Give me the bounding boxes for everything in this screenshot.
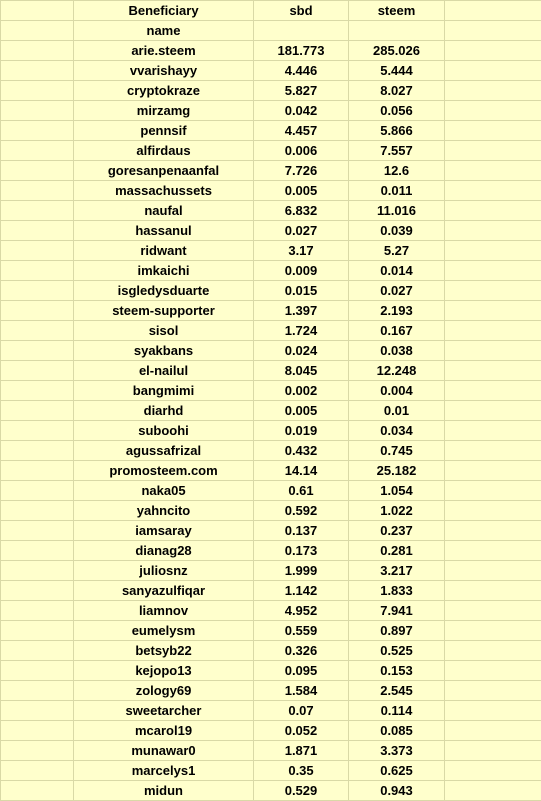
cell-blank[interactable] xyxy=(445,761,541,781)
steem-cell[interactable]: 3.217 xyxy=(349,561,445,581)
sbd-cell[interactable]: 0.529 xyxy=(254,781,349,801)
table-body xyxy=(1,1,541,801)
beneficiary-name-cell[interactable]: sweetarcher xyxy=(74,701,254,721)
beneficiary-name-cell[interactable]: marcelys1 xyxy=(74,761,254,781)
table-row xyxy=(1,401,541,421)
beneficiary-name-cell[interactable]: bangmimi xyxy=(74,381,254,401)
cell-blank[interactable] xyxy=(1,341,74,361)
table-row xyxy=(1,421,541,441)
beneficiary-name-cell[interactable]: syakbans xyxy=(74,341,254,361)
cell-blank[interactable] xyxy=(1,281,74,301)
sbd-cell[interactable]: 4.446 xyxy=(254,61,349,81)
cell-blank[interactable] xyxy=(1,621,74,641)
cell-blank[interactable] xyxy=(445,181,541,201)
table-row xyxy=(1,321,541,341)
sbd-cell[interactable]: 0.019 xyxy=(254,421,349,441)
steem-cell[interactable]: 0.114 xyxy=(349,701,445,721)
beneficiary-name-cell[interactable]: liamnov xyxy=(74,601,254,621)
steem-cell[interactable]: 7.557 xyxy=(349,141,445,161)
cell-blank[interactable] xyxy=(1,541,74,561)
sbd-cell[interactable]: 0.592 xyxy=(254,501,349,521)
cell-blank[interactable] xyxy=(1,101,74,121)
cell-blank[interactable] xyxy=(445,481,541,501)
sbd-cell[interactable]: 0.042 xyxy=(254,101,349,121)
cell-blank[interactable] xyxy=(445,21,541,41)
beneficiary-name-cell[interactable]: betsyb22 xyxy=(74,641,254,661)
steem-cell[interactable]: 25.182 xyxy=(349,461,445,481)
cell-blank[interactable] xyxy=(445,541,541,561)
beneficiary-name-cell[interactable]: isgledysduarte xyxy=(74,281,254,301)
cell-blank[interactable] xyxy=(445,521,541,541)
beneficiary-name-cell[interactable]: munawar0 xyxy=(74,741,254,761)
beneficiary-name-cell[interactable]: diarhd xyxy=(74,401,254,421)
beneficiary-name-cell[interactable]: mcarol19 xyxy=(74,721,254,741)
steem-cell[interactable]: 3.373 xyxy=(349,741,445,761)
beneficiary-name-cell[interactable]: suboohi xyxy=(74,421,254,441)
header-row xyxy=(1,1,541,21)
beneficiary-name-cell[interactable]: el-nailul xyxy=(74,361,254,381)
table-row xyxy=(1,681,541,701)
beneficiary-name-cell[interactable]: yahncito xyxy=(74,501,254,521)
sbd-cell[interactable]: 0.052 xyxy=(254,721,349,741)
cell-blank[interactable] xyxy=(445,681,541,701)
cell-blank[interactable] xyxy=(1,181,74,201)
cell-blank[interactable] xyxy=(1,141,74,161)
beneficiary-name-cell[interactable]: hassanul xyxy=(74,221,254,241)
sbd-cell[interactable]: 0.326 xyxy=(254,641,349,661)
beneficiary-name-cell[interactable]: zology69 xyxy=(74,681,254,701)
cell-blank[interactable] xyxy=(445,201,541,221)
cell-blank[interactable] xyxy=(445,61,541,81)
sbd-cell[interactable]: 0.005 xyxy=(254,181,349,201)
steem-cell[interactable]: 0.525 xyxy=(349,641,445,661)
cell-blank[interactable] xyxy=(349,21,445,41)
steem-cell[interactable]: 1.022 xyxy=(349,501,445,521)
sbd-cell[interactable]: 0.015 xyxy=(254,281,349,301)
cell-blank[interactable] xyxy=(1,121,74,141)
steem-cell[interactable]: 0.038 xyxy=(349,341,445,361)
cell-blank[interactable] xyxy=(1,481,74,501)
table-row xyxy=(1,241,541,261)
steem-cell[interactable]: 0.034 xyxy=(349,421,445,441)
cell-blank[interactable] xyxy=(1,761,74,781)
table-row xyxy=(1,181,541,201)
sbd-cell[interactable]: 0.005 xyxy=(254,401,349,421)
beneficiary-name-cell[interactable]: juliosnz xyxy=(74,561,254,581)
beneficiary-name-cell[interactable]: imkaichi xyxy=(74,261,254,281)
table-row xyxy=(1,261,541,281)
cell-blank[interactable] xyxy=(445,141,541,161)
header-sbd[interactable]: sbd xyxy=(254,1,349,21)
beneficiary-name-cell[interactable]: dianag28 xyxy=(74,541,254,561)
table-row xyxy=(1,61,541,81)
sbd-cell[interactable]: 1.584 xyxy=(254,681,349,701)
beneficiary-name-cell[interactable]: steem-supporter xyxy=(74,301,254,321)
cell-blank[interactable] xyxy=(445,361,541,381)
cell-blank[interactable] xyxy=(445,161,541,181)
sbd-cell[interactable]: 181.773 xyxy=(254,41,349,61)
sbd-cell[interactable]: 1.871 xyxy=(254,741,349,761)
cell-blank[interactable] xyxy=(445,121,541,141)
cell-blank[interactable] xyxy=(445,261,541,281)
steem-cell[interactable]: 0.014 xyxy=(349,261,445,281)
steem-cell[interactable]: 0.027 xyxy=(349,281,445,301)
beneficiary-name-cell[interactable]: eumelysm xyxy=(74,621,254,641)
steem-cell[interactable]: 2.193 xyxy=(349,301,445,321)
sbd-cell[interactable]: 14.14 xyxy=(254,461,349,481)
table-row xyxy=(1,541,541,561)
cell-blank[interactable] xyxy=(1,501,74,521)
table-row xyxy=(1,161,541,181)
beneficiary-name-cell[interactable]: goresanpenaanfal xyxy=(74,161,254,181)
cell-blank[interactable] xyxy=(445,101,541,121)
sbd-cell[interactable]: 0.432 xyxy=(254,441,349,461)
sbd-cell[interactable]: 0.009 xyxy=(254,261,349,281)
steem-cell[interactable]: 0.153 xyxy=(349,661,445,681)
header-steem[interactable]: steem xyxy=(349,1,445,21)
cell-blank[interactable] xyxy=(1,261,74,281)
cell-blank[interactable] xyxy=(1,421,74,441)
steem-cell[interactable]: 0.011 xyxy=(349,181,445,201)
cell-blank[interactable] xyxy=(1,21,74,41)
steem-cell[interactable]: 0.039 xyxy=(349,221,445,241)
cell-blank[interactable] xyxy=(445,401,541,421)
cell-blank[interactable] xyxy=(1,661,74,681)
cell-blank[interactable] xyxy=(445,81,541,101)
cell-blank[interactable] xyxy=(1,741,74,761)
steem-cell[interactable]: 1.054 xyxy=(349,481,445,501)
cell-blank[interactable] xyxy=(445,321,541,341)
cell-blank[interactable] xyxy=(445,441,541,461)
cell-blank[interactable] xyxy=(445,701,541,721)
steem-cell[interactable]: 0.745 xyxy=(349,441,445,461)
steem-cell[interactable]: 5.27 xyxy=(349,241,445,261)
sbd-cell[interactable]: 7.726 xyxy=(254,161,349,181)
table-row xyxy=(1,561,541,581)
cell-blank[interactable] xyxy=(1,221,74,241)
table-row xyxy=(1,381,541,401)
table-row xyxy=(1,781,541,801)
steem-cell[interactable]: 11.016 xyxy=(349,201,445,221)
cell-blank[interactable] xyxy=(1,561,74,581)
sbd-cell[interactable]: 3.17 xyxy=(254,241,349,261)
table-row xyxy=(1,81,541,101)
table-row xyxy=(1,41,541,61)
cell-blank[interactable] xyxy=(1,681,74,701)
sbd-cell[interactable]: 0.024 xyxy=(254,341,349,361)
table-row xyxy=(1,461,541,481)
cell-blank[interactable] xyxy=(445,1,541,21)
sbd-cell[interactable]: 0.173 xyxy=(254,541,349,561)
sbd-cell[interactable]: 1.142 xyxy=(254,581,349,601)
beneficiary-name-cell[interactable]: massachussets xyxy=(74,181,254,201)
subheader-name[interactable]: name xyxy=(74,21,254,41)
beneficiary-name-cell[interactable]: midun xyxy=(74,781,254,801)
beneficiary-name-cell[interactable]: agussafrizal xyxy=(74,441,254,461)
table-row xyxy=(1,101,541,121)
steem-cell[interactable]: 7.941 xyxy=(349,601,445,621)
cell-blank[interactable] xyxy=(1,161,74,181)
cell-blank[interactable] xyxy=(445,241,541,261)
cell-blank[interactable] xyxy=(445,221,541,241)
steem-cell[interactable]: 1.833 xyxy=(349,581,445,601)
table-row xyxy=(1,301,541,321)
sbd-cell[interactable]: 0.027 xyxy=(254,221,349,241)
cell-blank[interactable] xyxy=(1,61,74,81)
sbd-cell[interactable]: 1.724 xyxy=(254,321,349,341)
steem-cell[interactable]: 0.004 xyxy=(349,381,445,401)
table-row xyxy=(1,281,541,301)
header-beneficiary[interactable]: Beneficiary xyxy=(74,1,254,21)
cell-blank[interactable] xyxy=(1,41,74,61)
beneficiary-name-cell[interactable]: mirzamg xyxy=(74,101,254,121)
cell-blank[interactable] xyxy=(445,601,541,621)
cell-blank[interactable] xyxy=(1,521,74,541)
table-row xyxy=(1,361,541,381)
beneficiary-name-cell[interactable]: naufal xyxy=(74,201,254,221)
steem-cell[interactable]: 8.027 xyxy=(349,81,445,101)
cell-blank[interactable] xyxy=(1,781,74,801)
cell-blank[interactable] xyxy=(445,641,541,661)
cell-blank[interactable] xyxy=(1,361,74,381)
beneficiary-name-cell[interactable]: pennsif xyxy=(74,121,254,141)
cell-blank[interactable] xyxy=(1,201,74,221)
steem-cell[interactable]: 0.237 xyxy=(349,521,445,541)
beneficiary-name-cell[interactable]: promosteem.com xyxy=(74,461,254,481)
steem-cell[interactable]: 0.01 xyxy=(349,401,445,421)
steem-cell[interactable]: 12.248 xyxy=(349,361,445,381)
steem-cell[interactable]: 0.625 xyxy=(349,761,445,781)
cell-blank[interactable] xyxy=(1,381,74,401)
beneficiary-name-cell[interactable]: kejopo13 xyxy=(74,661,254,681)
beneficiary-name-cell[interactable]: sisol xyxy=(74,321,254,341)
cell-blank[interactable] xyxy=(1,401,74,421)
beneficiary-name-cell[interactable]: cryptokraze xyxy=(74,81,254,101)
beneficiary-name-cell[interactable]: iamsaray xyxy=(74,521,254,541)
sbd-cell[interactable]: 0.137 xyxy=(254,521,349,541)
cell-blank[interactable] xyxy=(445,501,541,521)
sbd-cell[interactable]: 1.397 xyxy=(254,301,349,321)
cell-blank[interactable] xyxy=(445,341,541,361)
table-row xyxy=(1,741,541,761)
beneficiary-name-cell[interactable]: alfirdaus xyxy=(74,141,254,161)
cell-blank[interactable] xyxy=(1,321,74,341)
cell-blank[interactable] xyxy=(1,581,74,601)
table-row xyxy=(1,521,541,541)
sbd-cell[interactable]: 1.999 xyxy=(254,561,349,581)
sbd-cell[interactable]: 0.095 xyxy=(254,661,349,681)
cell-blank[interactable] xyxy=(445,281,541,301)
steem-cell[interactable]: 5.866 xyxy=(349,121,445,141)
steem-cell[interactable]: 0.167 xyxy=(349,321,445,341)
cell-blank[interactable] xyxy=(445,741,541,761)
cell-blank[interactable] xyxy=(445,781,541,801)
steem-cell[interactable]: 12.6 xyxy=(349,161,445,181)
steem-cell[interactable]: 5.444 xyxy=(349,61,445,81)
cell-blank[interactable] xyxy=(1,461,74,481)
table-row xyxy=(1,221,541,241)
table-row xyxy=(1,661,541,681)
cell-blank[interactable] xyxy=(1,601,74,621)
beneficiary-name-cell[interactable]: arie.steem xyxy=(74,41,254,61)
sbd-cell[interactable]: 0.006 xyxy=(254,141,349,161)
steem-cell[interactable]: 0.085 xyxy=(349,721,445,741)
steem-cell[interactable]: 0.897 xyxy=(349,621,445,641)
steem-cell[interactable]: 0.281 xyxy=(349,541,445,561)
sbd-cell[interactable]: 0.35 xyxy=(254,761,349,781)
table-row xyxy=(1,201,541,221)
steem-cell[interactable]: 0.943 xyxy=(349,781,445,801)
cell-blank[interactable] xyxy=(445,41,541,61)
cell-blank[interactable] xyxy=(1,721,74,741)
sbd-cell[interactable]: 0.559 xyxy=(254,621,349,641)
cell-blank[interactable] xyxy=(1,301,74,321)
cell-blank[interactable] xyxy=(1,81,74,101)
sbd-cell[interactable]: 0.002 xyxy=(254,381,349,401)
table-row xyxy=(1,141,541,161)
cell-blank[interactable] xyxy=(445,661,541,681)
cell-blank[interactable] xyxy=(445,721,541,741)
sbd-cell[interactable]: 4.457 xyxy=(254,121,349,141)
cell-blank[interactable] xyxy=(1,441,74,461)
steem-cell[interactable]: 285.026 xyxy=(349,41,445,61)
sbd-cell[interactable]: 8.045 xyxy=(254,361,349,381)
sbd-cell[interactable]: 0.61 xyxy=(254,481,349,501)
table-row xyxy=(1,621,541,641)
table-row xyxy=(1,601,541,621)
cell-blank[interactable] xyxy=(1,1,74,21)
sbd-cell[interactable]: 6.832 xyxy=(254,201,349,221)
steem-cell[interactable]: 0.056 xyxy=(349,101,445,121)
sbd-cell[interactable]: 5.827 xyxy=(254,81,349,101)
cell-blank[interactable] xyxy=(445,301,541,321)
cell-blank[interactable] xyxy=(1,701,74,721)
beneficiary-name-cell[interactable]: vvarishayy xyxy=(74,61,254,81)
table-row xyxy=(1,701,541,721)
cell-blank[interactable] xyxy=(445,421,541,441)
cell-blank[interactable] xyxy=(445,581,541,601)
table-row xyxy=(1,581,541,601)
sbd-cell[interactable]: 0.07 xyxy=(254,701,349,721)
sbd-cell[interactable]: 4.952 xyxy=(254,601,349,621)
beneficiary-name-cell[interactable]: ridwant xyxy=(74,241,254,261)
beneficiary-name-cell[interactable]: sanyazulfiqar xyxy=(74,581,254,601)
table-row xyxy=(1,121,541,141)
cell-blank[interactable] xyxy=(1,641,74,661)
cell-blank[interactable] xyxy=(445,381,541,401)
table-row xyxy=(1,761,541,781)
table-row xyxy=(1,481,541,501)
table-row xyxy=(1,721,541,741)
subheader-row xyxy=(1,21,541,41)
cell-blank[interactable] xyxy=(445,461,541,481)
cell-blank[interactable] xyxy=(1,241,74,261)
table-row xyxy=(1,641,541,661)
cell-blank[interactable] xyxy=(445,621,541,641)
beneficiary-name-cell[interactable]: naka05 xyxy=(74,481,254,501)
table-row xyxy=(1,501,541,521)
steem-cell[interactable]: 2.545 xyxy=(349,681,445,701)
cell-blank[interactable] xyxy=(254,21,349,41)
table-row xyxy=(1,341,541,361)
cell-blank[interactable] xyxy=(445,561,541,581)
table-row xyxy=(1,441,541,461)
